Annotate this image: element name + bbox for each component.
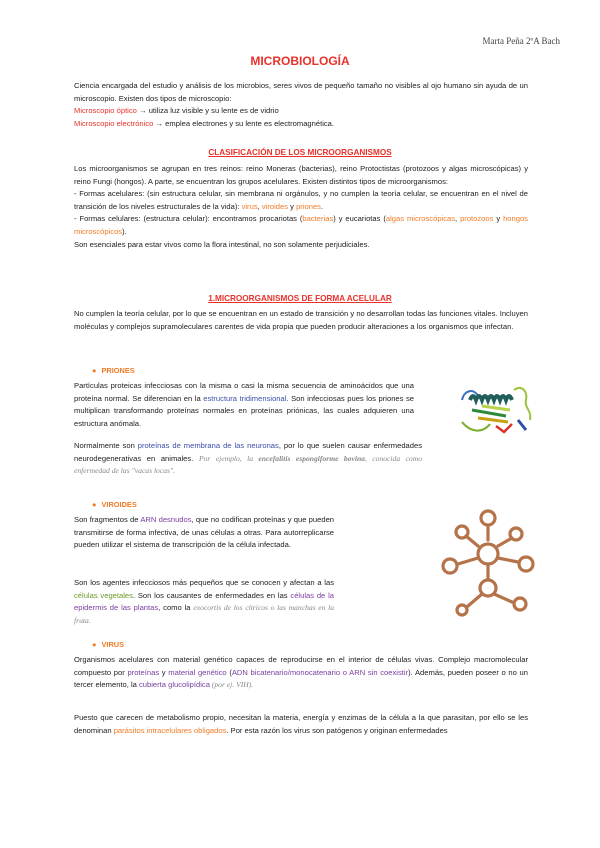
clasif-text: Los microorganismos se agrupan en tres reinos: reino Moneras (bacterias), reino Protoctistas (protozoos y algas microscópicas) y reino Fungi (hongos). A parte, se encuentran los grupos acelulares. Existen distintos tipos de microorganismos: xyxy=(74,164,528,186)
viroides-p2e: , como la xyxy=(158,603,194,613)
intro-paragraph xyxy=(74,80,528,130)
bullet-dot-icon: ● xyxy=(92,366,97,375)
virus-p1: Organismos acelulares con material genético capaces de reproducirse en el interior de células vivas. Complejo macromolecular compuesto por xyxy=(74,655,528,677)
viroides-bullet xyxy=(92,500,137,509)
priones-p2b: proteínas de membrana de las neuronas xyxy=(137,441,279,450)
viroides-p1c: , que no codifican proteínas y que pueden transmitirse de forma infectiva, de unas células a otras. Para autorreplicarse pueden utilizar el sistema de transcripción de la célula infectada. xyxy=(74,515,335,550)
virus-p1g: ). Además, pueden poseer o no un tercer elemento, la xyxy=(74,667,528,690)
acelular-heading: 1.MICROORGANISMOS DE FORMA ACELULAR xyxy=(208,294,392,303)
priones-p1c: . Son infecciosas pues los priones se multiplican transformando proteínas normales en proteínas priónicas, las cuales adquieren una estructura anómala. xyxy=(74,393,414,428)
viroides-p2f: exocortis de los cítricos o las manchas en la fruta. xyxy=(74,603,335,625)
prion-protein-image xyxy=(456,370,536,438)
acel-y1: y xyxy=(288,201,297,211)
priones-paragraph-2 xyxy=(74,440,422,478)
priones-p2d: Por ejemplo, la xyxy=(198,453,259,463)
acelular-paragraph: No cumplen la teoría celular, por lo que se encuentran en un estado de transición y no desarrollan todas las funciones vitales. Incluyen moléculas y complejos supramoleculares carentes de vida propia que pueden producir alteraciones a los organismos que infectan. xyxy=(74,309,528,331)
viroides-p2d: células de la epidermis de las plantas xyxy=(74,590,334,613)
clasificacion-paragraph xyxy=(74,163,528,251)
cel-text-b: ) y eucariotas ( xyxy=(333,214,386,224)
acel-c1: , xyxy=(257,201,262,211)
viroides-paragraph-1 xyxy=(74,514,334,552)
optico-text: → utiliza luz visible y su lente es de vidrio xyxy=(136,106,279,116)
priones-p2e: encefalitis espongiforme bovina xyxy=(258,453,365,463)
viroides-p1b: ARN desnudos xyxy=(140,515,192,524)
viroid-rna-image xyxy=(432,506,544,618)
bullet-dot-icon: ● xyxy=(92,640,97,649)
priones-bullet-label: PRIONES xyxy=(101,366,135,375)
cel-protozoos: protozoos xyxy=(460,214,494,224)
virus-p1h: cubierta glucolipídica xyxy=(139,680,210,690)
acel-text: - Formas acelulares: (sin estructura celular, sin membrana ni orgánulos, y no cumplen la teoría celular, se encuentran en el nivel de transición de los niveles estructurales de la vida): xyxy=(74,189,528,211)
intro-text: Ciencia encargada del estudio y análisis de los microbios, seres vivos de pequeño tamaño no visibles al ojo humano sin ayuda de un microscopio. Existen dos tipos de microscopio: xyxy=(74,81,528,103)
electronico-text: → emplea electrones y su lente es electromagnética. xyxy=(153,118,335,128)
virus-paragraph-2 xyxy=(74,712,528,737)
cel-text-c: ). xyxy=(122,226,127,236)
acel-viroides: viroides xyxy=(261,201,289,211)
acel-priones: priones xyxy=(296,201,321,211)
virus-p1c: y xyxy=(159,667,169,677)
viroides-p2c: . Son los causantes de enfermedades en las xyxy=(132,590,291,600)
priones-p1a: Partículas proteicas infecciosas con la misma o casi la misma secuencia de aminoácidos que una proteína normal. Se diferencian en la xyxy=(74,381,414,403)
priones-p1b: estructura tridimensional xyxy=(203,393,287,403)
priones-p2a: Normalmente son xyxy=(74,441,138,450)
virus-bullet xyxy=(92,640,124,649)
virus-p2c: . Por esta razón los virus son patógenos y originan enfermedades xyxy=(226,725,448,735)
electronico-label: Microscopio electrónico xyxy=(74,118,154,128)
cel-hongos: hongos microscópicos xyxy=(74,214,528,236)
viroides-paragraph-2 xyxy=(74,577,334,627)
virus-bullet-label: VIRUS xyxy=(101,640,125,649)
cel-bacterias: bacterias xyxy=(302,214,334,224)
priones-p2f: , conocida como enfermedad de las "vacas locas". xyxy=(74,453,422,476)
virus-p1b: proteínas xyxy=(127,667,160,677)
priones-paragraph-1 xyxy=(74,380,414,430)
priones-p2c: , por lo que suelen causar enfermedades neurodegenerativas en animales. xyxy=(74,441,423,463)
bullet-dot-icon: ● xyxy=(92,500,97,509)
cel-algas: algas microscópicas xyxy=(385,214,456,224)
virus-p1f: ADN bicatenario/monocatenario o ARN sin coexistir xyxy=(231,667,409,677)
virus-paragraph-1 xyxy=(74,654,528,692)
cel-text-a: - Formas celulares: (estructura celular): encontramos procariotas ( xyxy=(74,214,303,224)
virus-p1d: material genético xyxy=(168,667,227,677)
virus-p2b: parásitos intracelulares obligados xyxy=(113,725,227,735)
acel-virus: virus xyxy=(241,201,258,211)
virus-p1e: ( xyxy=(226,667,232,677)
virus-p1i: (por ej. VIH). xyxy=(209,680,254,690)
viroides-p2b: células vegetales xyxy=(74,590,133,600)
priones-bullet xyxy=(92,366,135,375)
clasif-text-2: Son esenciales para estar vivos como la flora intestinal, no son solamente perjudiciales. xyxy=(74,239,370,249)
optico-label: Microscopio óptico xyxy=(74,106,137,116)
cel-y2: y xyxy=(493,214,504,224)
author-name: Marta Peña 2ºA Bach xyxy=(482,36,560,46)
viroides-p1a: Son fragmentos de xyxy=(74,515,141,524)
viroides-bullet-label: VIROIDES xyxy=(101,500,137,509)
acel-dot: . xyxy=(320,201,324,211)
viroides-p2a: Son los agentes infecciosos más pequeños que se conocen y afectan a las xyxy=(74,578,334,587)
virus-p2a: Puesto que carecen de metabolismo propio, necesitan la materia, energía y enzimas de la célula a la que parasitan, por ello se les denominan xyxy=(74,713,528,735)
page-title: MICROBIOLOGÍA xyxy=(250,54,350,68)
clasificacion-heading: CLASIFICACIÓN DE LOS MICROORGANISMOS xyxy=(208,148,392,157)
cel-c2: , xyxy=(455,214,461,224)
